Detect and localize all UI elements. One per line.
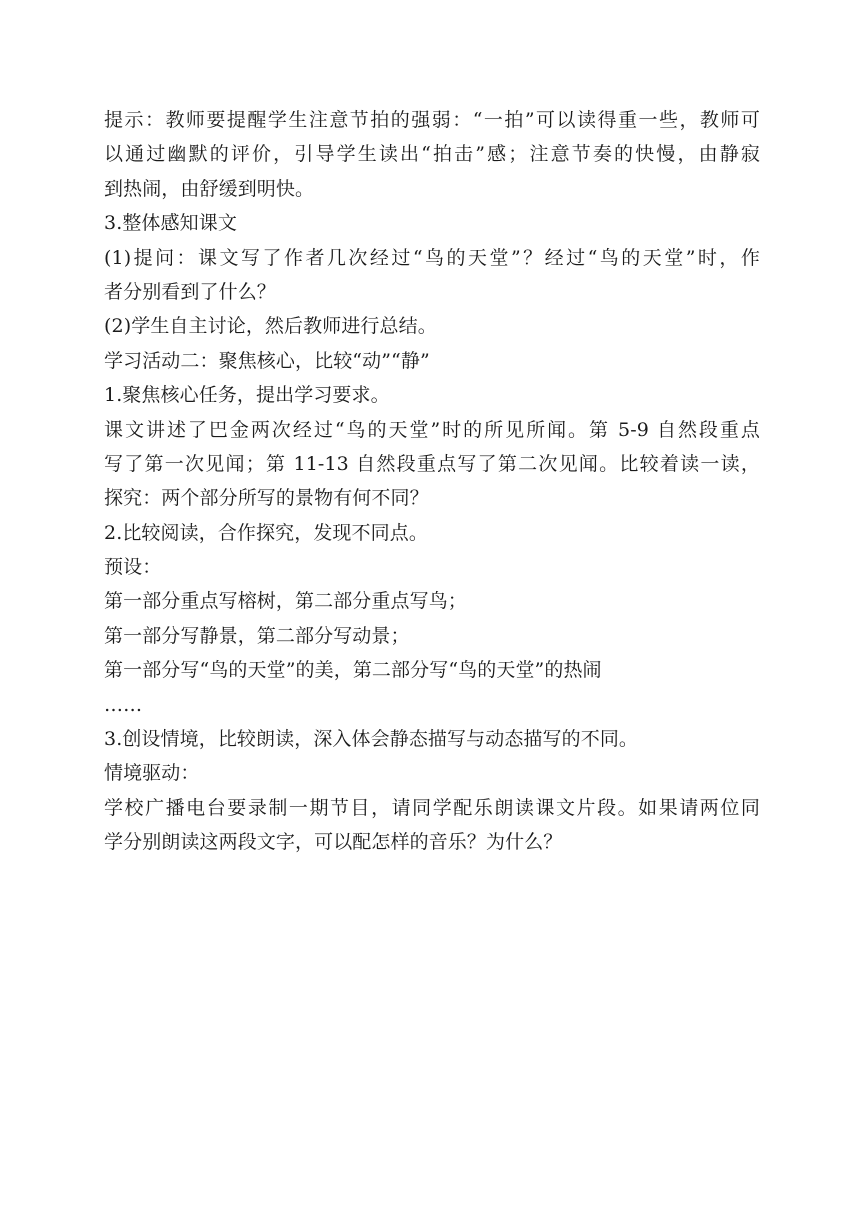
text-line: 第一部分写静景，第二部分写动景； (104, 624, 410, 647)
text-line: (2)学生自主讨论，然后教师进行总结。 (104, 315, 437, 338)
text-line: 学分别朗读这两段文字，可以配怎样的音乐？为什么？ (104, 831, 563, 854)
text-line: 写了第一次见闻；第 11-13 自然段重点写了第二次见闻。比较着读一读， (104, 452, 760, 475)
text-line: 到热闹，由舒缓到明快。 (104, 177, 315, 200)
text-line: (1)提问：课文写了作者几次经过“鸟的天堂”？经过“鸟的天堂”时，作 (104, 246, 760, 269)
document-body (104, 103, 760, 860)
section-heading: 3.创设情境，比较朗读，深入体会静态描写与动态描写的不同。 (104, 728, 639, 751)
text-line: 提示：教师要提醒学生注意节拍的强弱：“一拍”可以读得重一些，教师可 (104, 109, 760, 131)
section-heading: 2.比较阅读，合作探究，发现不同点。 (104, 521, 428, 544)
text-line: 预设： (104, 556, 162, 579)
text-line: 情境驱动： (104, 762, 200, 785)
section-heading: 3.整体感知课文 (104, 212, 237, 235)
section-heading: 1.聚焦核心任务，提出学习要求。 (104, 384, 390, 407)
text-line: 第一部分写“鸟的天堂”的美，第二部分写“鸟的天堂”的热闹 (104, 659, 602, 682)
text-line: 者分别看到了什么？ (104, 280, 276, 303)
text-line: 探究：两个部分所写的景物有何不同？ (104, 487, 429, 510)
text-line: 第一部分重点写榕树，第二部分重点写鸟； (104, 590, 467, 613)
text-line: 学校广播电台要录制一期节目，请同学配乐朗读课文片段。如果请两位同 (104, 796, 760, 819)
section-heading: 学习活动二：聚焦核心，比较“动”“静” (104, 349, 430, 372)
ellipsis-line: …… (104, 693, 143, 716)
text-line: 以通过幽默的评价，引导学生读出“拍击”感；注意节奏的快慢，由静寂 (104, 143, 760, 166)
text-line: 课文讲述了巴金两次经过“鸟的天堂”时的所见所闻。第 5-9 自然段重点 (104, 418, 760, 441)
